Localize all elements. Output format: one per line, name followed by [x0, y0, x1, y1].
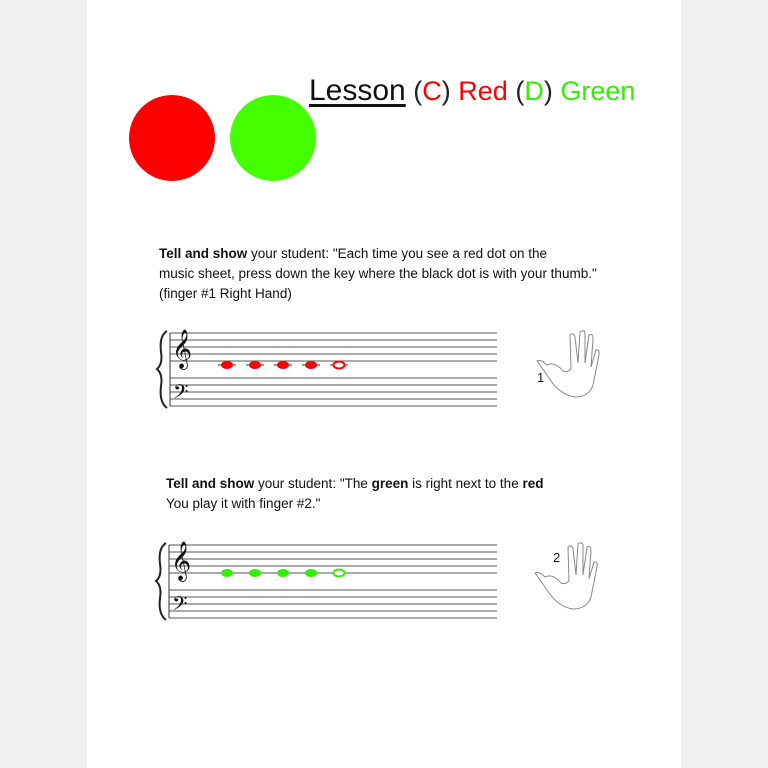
instruction-2-text: your student: "The [254, 476, 372, 491]
title-lesson: Lesson [309, 74, 406, 107]
instruction-2-bold: Tell and show [166, 476, 255, 491]
finger-number-2: 2 [553, 550, 561, 565]
title-paren: ) [441, 76, 451, 106]
staff-lines-treble [169, 545, 497, 573]
title-paren: ( [413, 76, 423, 106]
title-paren: ) [543, 76, 553, 106]
instruction-2-text: is right next to the [408, 476, 523, 491]
title-d-letter: D [524, 76, 544, 106]
title-green-word: Green [560, 76, 636, 106]
finger-number-1: 1 [537, 370, 545, 385]
instruction-1-text: your student: "Each time you see a red dot on the [247, 246, 547, 261]
instruction-1-line-2: music sheet, press down the key where the black dot is with your thumb." [159, 266, 597, 281]
treble-clef-icon: 𝄞 [171, 541, 192, 581]
bass-clef-icon: 𝄢 [172, 592, 188, 620]
hand-outline-icon [535, 543, 597, 609]
instruction-2-green-word: green [371, 476, 409, 491]
brace-icon [156, 543, 166, 620]
title-red-word: Red [458, 76, 508, 106]
treble-clef-icon: 𝄞 [172, 329, 193, 369]
instruction-1-bold: Tell and show [159, 246, 248, 261]
bass-clef-icon: 𝄢 [173, 380, 189, 408]
title-paren: ( [515, 76, 525, 106]
instruction-2-red-word: red [522, 476, 544, 491]
note-head [250, 570, 261, 577]
note-head [278, 570, 289, 577]
title-c-letter: C [422, 76, 442, 106]
instruction-1-line-3: (finger #1 Right Hand) [159, 286, 292, 301]
note-head [222, 570, 233, 577]
note-head [306, 570, 317, 577]
staff-lines-bass [169, 590, 497, 618]
note-head [334, 570, 345, 577]
instruction-2-line-2: You play it with finger #2." [166, 496, 321, 511]
